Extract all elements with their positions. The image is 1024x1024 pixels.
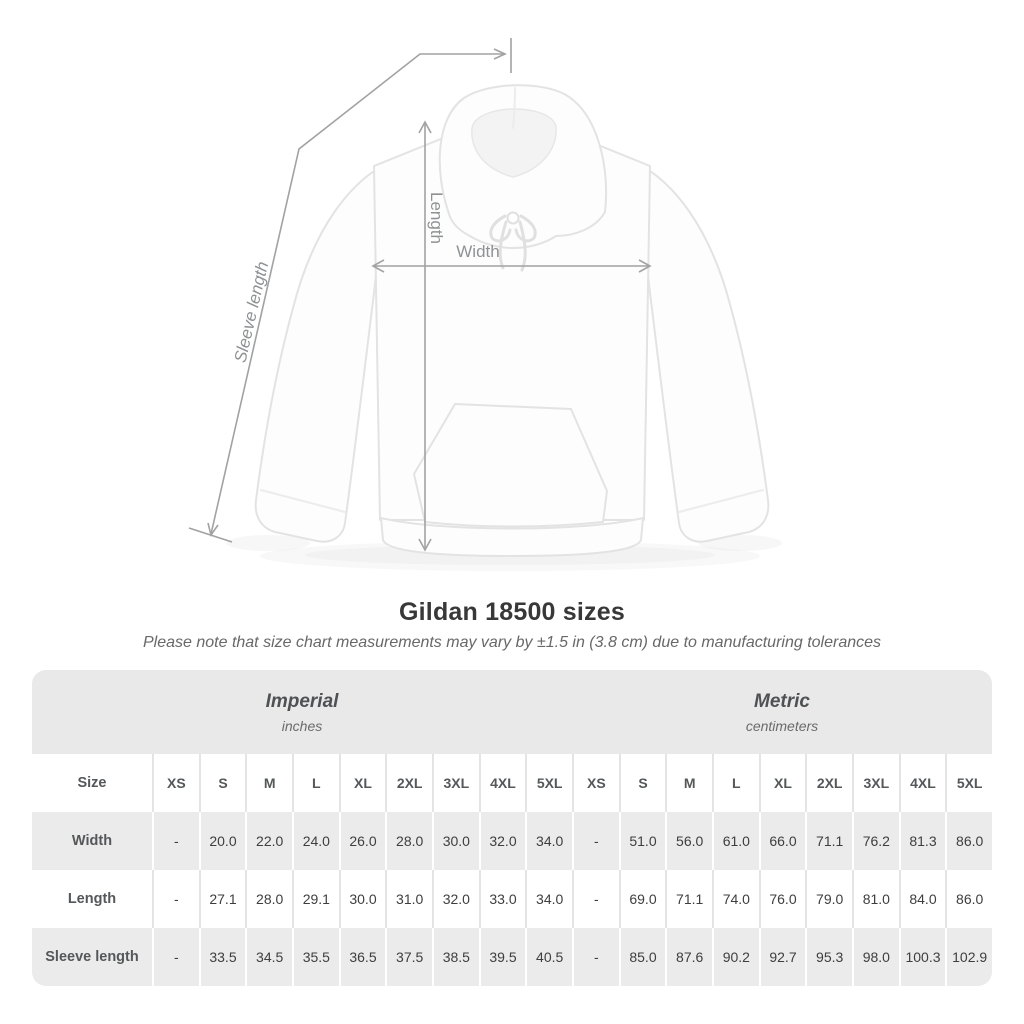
size-value-cell: 81.0 (852, 870, 899, 928)
size-value-cell: 61.0 (712, 812, 759, 870)
measurement-row-label: Width (32, 812, 152, 870)
imperial-unit: inches (281, 717, 323, 734)
size-value-cell: 84.0 (899, 870, 946, 928)
size-column-header: 2XL (385, 754, 432, 812)
size-column-header: 2XL (805, 754, 852, 812)
size-value-cell: 28.0 (245, 870, 292, 928)
size-value-cell: 40.5 (525, 928, 572, 986)
size-column-header: 5XL (945, 754, 992, 812)
sleeve-length-label: Sleeve length (230, 259, 273, 365)
size-value-cell: 98.0 (852, 928, 899, 986)
size-value-cell: 34.0 (525, 870, 572, 928)
size-value-cell: 33.0 (479, 870, 526, 928)
size-value-cell: 76.2 (852, 812, 899, 870)
size-value-cell: 100.3 (899, 928, 946, 986)
length-label: Length (427, 192, 447, 244)
size-value-cell: - (572, 928, 619, 986)
size-value-cell: - (152, 928, 199, 986)
size-value-cell: 34.5 (245, 928, 292, 986)
size-table (32, 670, 992, 986)
size-value-cell: 22.0 (245, 812, 292, 870)
size-column-header: L (712, 754, 759, 812)
size-column-header: 3XL (852, 754, 899, 812)
size-value-cell: 38.5 (432, 928, 479, 986)
size-value-cell: 24.0 (292, 812, 339, 870)
size-column-header: XS (152, 754, 199, 812)
size-column-header: M (665, 754, 712, 812)
size-value-cell: 87.6 (665, 928, 712, 986)
size-table-grid (32, 670, 992, 986)
size-column-header: L (292, 754, 339, 812)
measurement-row-label: Sleeve length (32, 928, 152, 986)
size-value-cell: 85.0 (619, 928, 666, 986)
size-value-cell: 31.0 (385, 870, 432, 928)
size-value-cell: 39.5 (479, 928, 526, 986)
size-value-cell: 34.0 (525, 812, 572, 870)
size-value-cell: 86.0 (945, 870, 992, 928)
size-value-cell: - (152, 870, 199, 928)
size-value-cell: 32.0 (479, 812, 526, 870)
size-column-header: XS (572, 754, 619, 812)
hoodie-illustration (226, 85, 782, 571)
size-column-header: S (199, 754, 246, 812)
size-column-header: 5XL (525, 754, 572, 812)
size-value-cell: 51.0 (619, 812, 666, 870)
size-value-cell: - (572, 812, 619, 870)
size-value-cell: 36.5 (339, 928, 386, 986)
size-value-cell: 30.0 (339, 870, 386, 928)
size-value-cell: 33.5 (199, 928, 246, 986)
size-value-cell: 71.1 (665, 870, 712, 928)
size-value-cell: 29.1 (292, 870, 339, 928)
size-value-cell: 102.9 (945, 928, 992, 986)
size-value-cell: 76.0 (759, 870, 806, 928)
size-value-cell: 71.1 (805, 812, 852, 870)
imperial-label: Imperial (265, 690, 339, 712)
size-value-cell: 95.3 (805, 928, 852, 986)
size-value-cell: - (152, 812, 199, 870)
size-column-header: M (245, 754, 292, 812)
size-column-title: Size (32, 754, 152, 812)
size-value-cell: 26.0 (339, 812, 386, 870)
size-column-header: S (619, 754, 666, 812)
tolerance-disclaimer: Please note that size chart measurements may vary by ±1.5 in (3.8 cm) due to manufacturing tolerances (142, 634, 882, 651)
size-value-cell: 30.0 (432, 812, 479, 870)
width-label: Width (456, 242, 500, 261)
size-value-cell: 37.5 (385, 928, 432, 986)
measurement-row-label: Length (32, 870, 152, 928)
size-value-cell: - (572, 870, 619, 928)
size-value-cell: 28.0 (385, 812, 432, 870)
size-value-cell: 20.0 (199, 812, 246, 870)
size-value-cell: 90.2 (712, 928, 759, 986)
size-value-cell: 81.3 (899, 812, 946, 870)
size-column-header: XL (759, 754, 806, 812)
metric-label: Metric (754, 690, 810, 712)
page-title: Gildan 18500 sizes (399, 598, 625, 626)
size-value-cell: 56.0 (665, 812, 712, 870)
metric-unit: centimeters (745, 717, 819, 734)
imperial-unit-header (32, 670, 572, 754)
size-value-cell: 27.1 (199, 870, 246, 928)
size-value-cell: 35.5 (292, 928, 339, 986)
size-value-cell: 32.0 (432, 870, 479, 928)
size-value-cell: 66.0 (759, 812, 806, 870)
size-value-cell: 86.0 (945, 812, 992, 870)
size-column-header: XL (339, 754, 386, 812)
size-column-header: 4XL (479, 754, 526, 812)
size-value-cell: 74.0 (712, 870, 759, 928)
size-value-cell: 92.7 (759, 928, 806, 986)
size-column-header: 4XL (899, 754, 946, 812)
metric-unit-header (572, 670, 992, 754)
size-column-header: 3XL (432, 754, 479, 812)
size-value-cell: 69.0 (619, 870, 666, 928)
size-value-cell: 79.0 (805, 870, 852, 928)
